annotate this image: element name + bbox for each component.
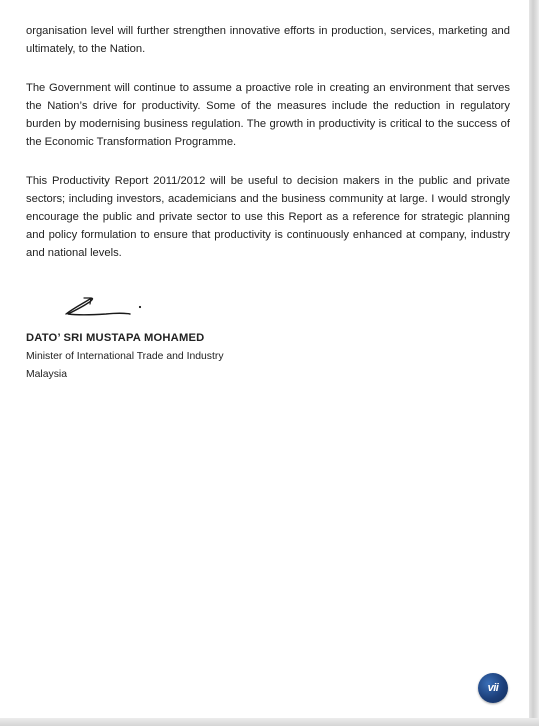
page-edge-shadow <box>529 0 539 726</box>
page-bottom-shadow <box>0 718 539 726</box>
signatory-name: DATO’ SRI MUSTAPA MOHAMED <box>26 332 205 344</box>
paragraph-2: The Government will continue to assume a proactive role in creating an environment that serves the Nation’s drive for productivity. Some of the measures include the reduction in regulatory burden by modernising business regulation. The growth in productivity is critical to the success of the Economic Transformation Programme. <box>26 82 510 148</box>
paragraph-3: This Productivity Report 2011/2012 will be useful to decision makers in the public and private sectors; including investors, academicians and the business community at large. I would strongly encourage the public and private sector to use this Report as a reference for strategic planning and policy formulation to ensure that productivity is continuously enhanced at company, industry and national levels. <box>26 175 510 259</box>
paragraph-1: organisation level will further strengthen innovative efforts in production, services, marketing and ultimately, to the Nation. <box>26 25 510 55</box>
signature-block <box>26 330 224 384</box>
signatory-title: Minister of International Trade and Industry <box>26 351 224 362</box>
signatory-country: Malaysia <box>26 369 67 380</box>
page-number: vii <box>487 682 499 694</box>
body-text <box>26 22 510 283</box>
signature-icon <box>60 292 148 320</box>
page-number-badge <box>478 673 508 703</box>
